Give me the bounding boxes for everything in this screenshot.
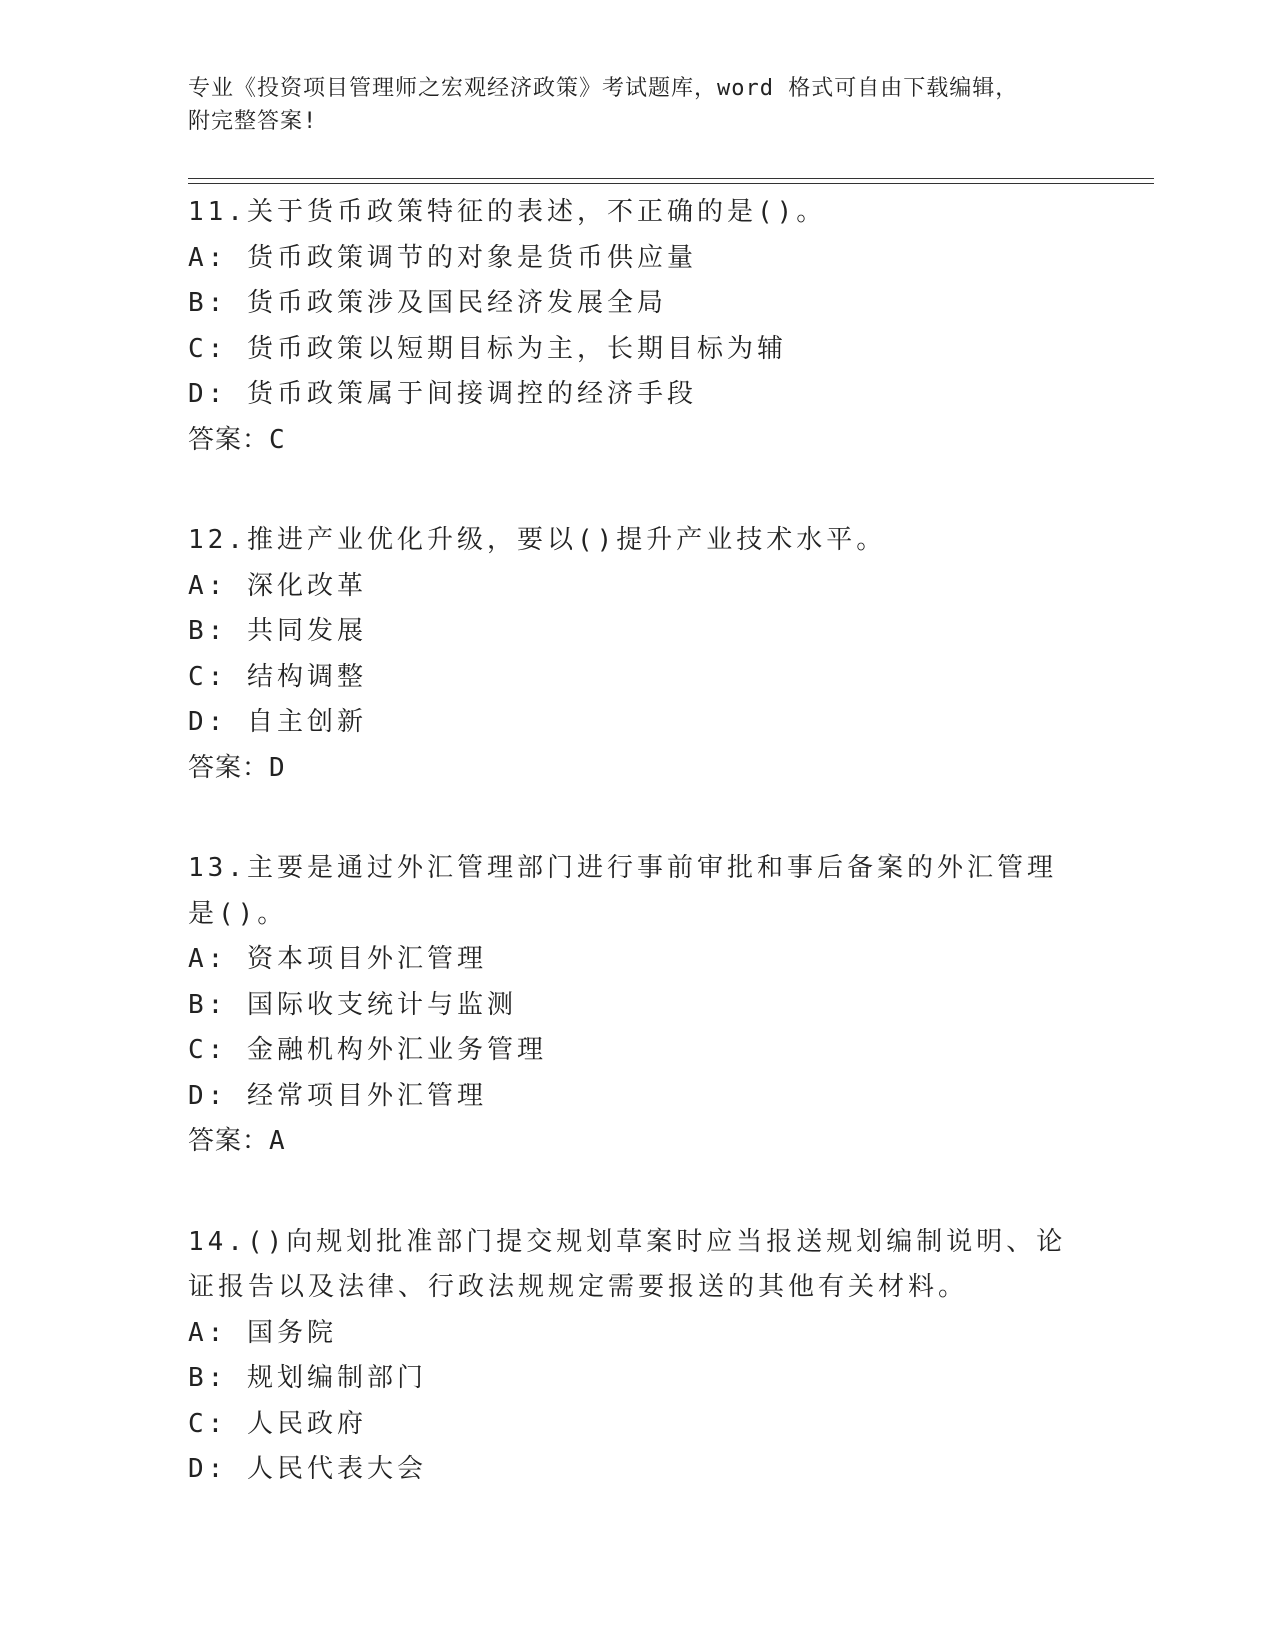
question-stem: 12.推进产业优化升级，要以()提升产业技术水平。 bbox=[188, 525, 887, 555]
answer-value: A bbox=[269, 1126, 287, 1156]
question-stem: 11.关于货币政策特征的表述，不正确的是()。 bbox=[188, 197, 827, 227]
option-a: A: 货币政策调节的对象是货币供应量 bbox=[188, 242, 697, 273]
intro-line-1: 专业《投资项目管理师之宏观经济政策》考试题库，word 格式可自由下载编辑， bbox=[188, 76, 1019, 101]
option-b: B: 规划编制部门 bbox=[188, 1363, 427, 1393]
answer-label: 答案： bbox=[188, 752, 270, 783]
header-divider-top bbox=[188, 178, 1154, 179]
header-divider-bottom bbox=[188, 183, 1154, 184]
option-c: C: 金融机构外汇业务管理 bbox=[188, 1035, 547, 1065]
option-a: A: 国务院 bbox=[188, 1317, 337, 1348]
answer-line bbox=[188, 418, 1088, 464]
question-13 bbox=[188, 846, 1088, 1165]
question-11 bbox=[188, 190, 1088, 463]
question-12 bbox=[188, 518, 1088, 791]
option-d: D: 货币政策属于间接调控的经济手段 bbox=[188, 379, 697, 409]
option-c: C: 货币政策以短期目标为主，长期目标为辅 bbox=[188, 333, 787, 364]
option-d: D: 人民代表大会 bbox=[188, 1454, 427, 1484]
option-d: D: 经常项目外汇管理 bbox=[188, 1080, 487, 1111]
option-d: D: 自主创新 bbox=[188, 707, 367, 737]
option-a: A: 深化改革 bbox=[188, 570, 367, 601]
option-c: C: 结构调整 bbox=[188, 661, 367, 692]
option-c: C: 人民政府 bbox=[188, 1408, 367, 1439]
answer-value: D bbox=[269, 752, 287, 783]
question-list bbox=[188, 190, 1088, 1548]
answer-label: 答案： bbox=[188, 424, 270, 455]
intro-line-2: 附完整答案! bbox=[188, 109, 318, 134]
option-a: A: 资本项目外汇管理 bbox=[188, 944, 487, 974]
question-14 bbox=[188, 1220, 1088, 1493]
option-b: B: 共同发展 bbox=[188, 616, 367, 646]
question-stem: 13.主要是通过外汇管理部门进行事前审批和事后备案的外汇管理是()。 bbox=[188, 853, 1057, 929]
option-b: B: 国际收支统计与监测 bbox=[188, 989, 517, 1020]
answer-line bbox=[188, 746, 1088, 792]
answer-label: 答案： bbox=[188, 1126, 270, 1156]
question-stem: 14.()向规划批准部门提交规划草案时应当报送规划编制说明、论证报告以及法律、行政法规规定需要报送的其他有关材料。 bbox=[188, 1226, 1067, 1302]
option-b: B: 货币政策涉及国民经济发展全局 bbox=[188, 288, 667, 318]
answer-line bbox=[188, 1119, 1088, 1165]
answer-value: C bbox=[269, 424, 287, 455]
document-header bbox=[188, 72, 1088, 138]
